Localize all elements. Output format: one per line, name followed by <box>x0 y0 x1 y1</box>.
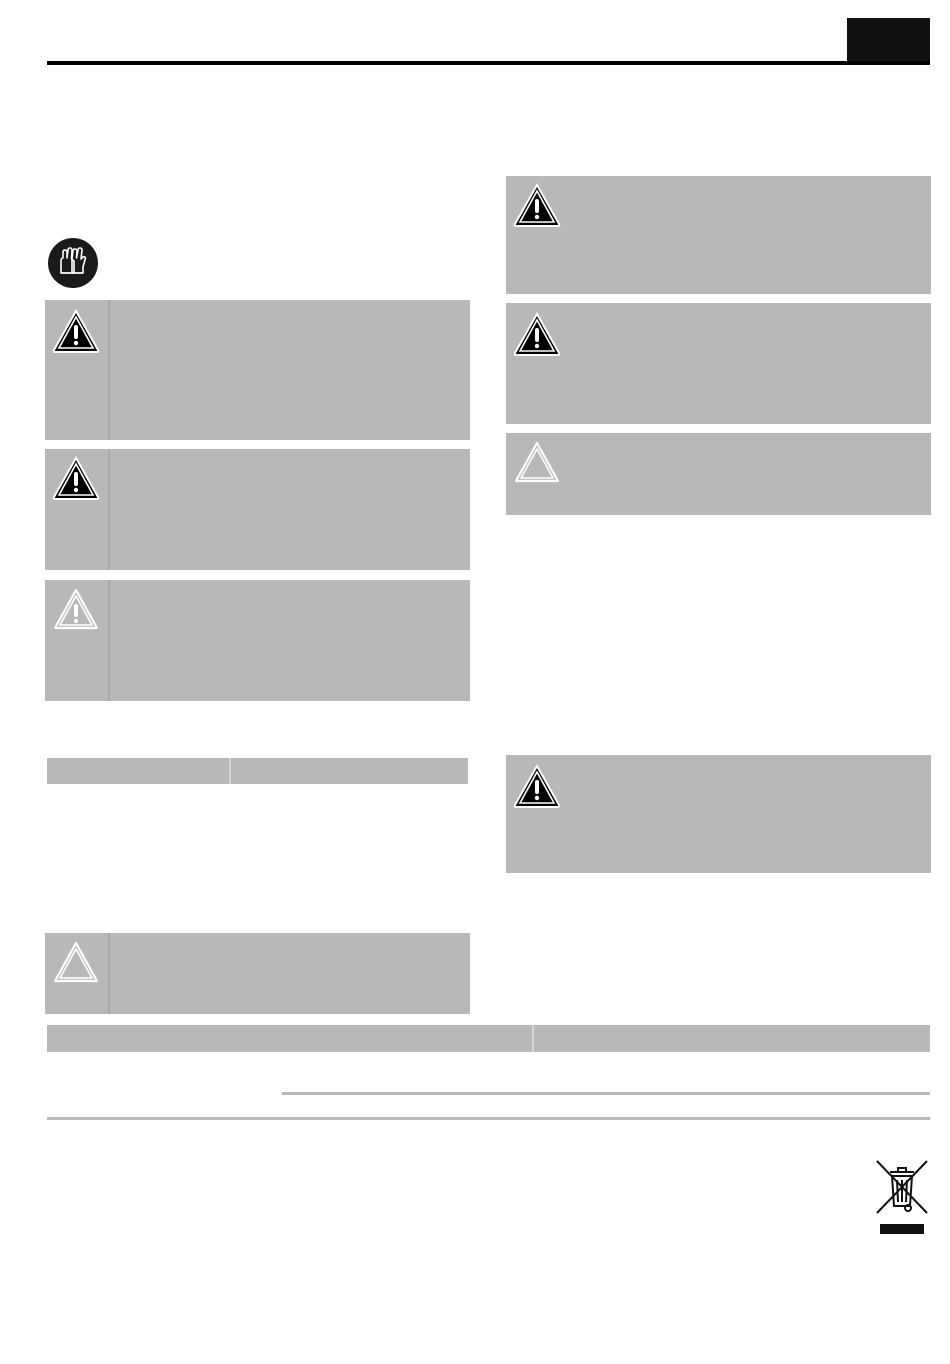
crossed-out-wheelie-bin-icon <box>874 1158 930 1238</box>
warning-triangle-icon <box>512 182 562 228</box>
warning-notice-box <box>45 449 470 570</box>
caution-outline-icon <box>51 939 101 985</box>
table-bottom-rule <box>47 1117 930 1120</box>
caution-outline-icon <box>512 439 562 485</box>
table-header-row <box>47 1025 930 1052</box>
page-number-tab <box>847 18 930 62</box>
warning-triangle-icon <box>51 455 101 501</box>
warning-notice-box <box>506 176 931 294</box>
header-rule <box>47 61 930 65</box>
warning-triangle-icon <box>512 311 562 357</box>
table-header-cell <box>534 1025 930 1052</box>
warning-triangle-icon <box>51 308 101 354</box>
caution-notice-box <box>45 580 470 701</box>
warning-notice-box <box>506 755 931 873</box>
gloves-mandatory-icon <box>47 237 99 289</box>
warning-notice-box <box>506 303 931 424</box>
table-row-divider <box>282 1092 930 1095</box>
table-header-cell <box>47 758 229 784</box>
caution-notice-box <box>506 433 931 515</box>
table-header-cell <box>231 758 468 784</box>
warning-notice-box <box>45 300 470 440</box>
warning-triangle-icon <box>512 763 562 809</box>
table-header-row <box>47 758 468 784</box>
caution-triangle-icon <box>51 586 101 632</box>
table-header-cell <box>47 1025 532 1052</box>
caution-notice-box <box>45 933 470 1014</box>
